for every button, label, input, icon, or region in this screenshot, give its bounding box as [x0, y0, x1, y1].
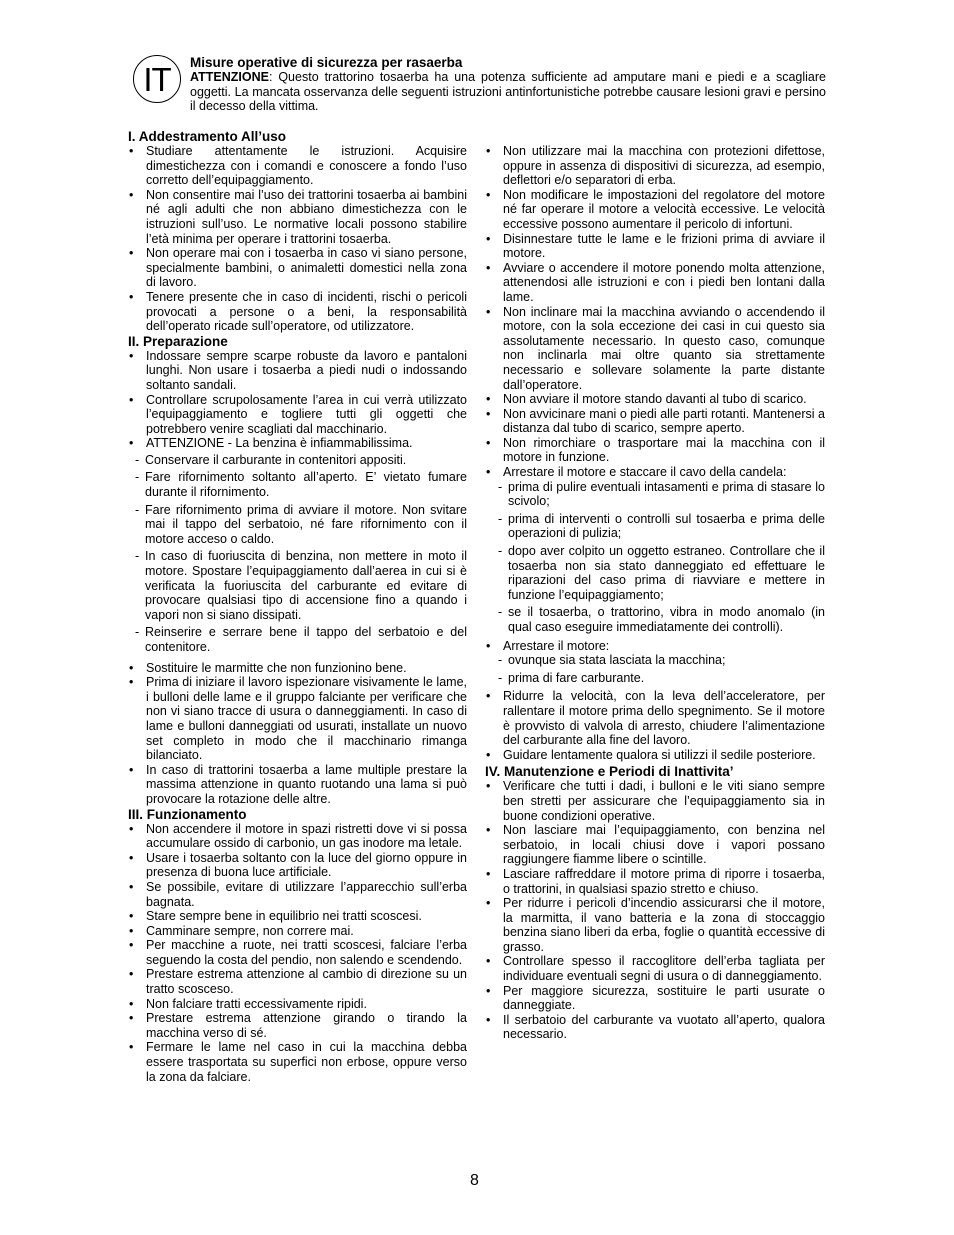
- list-item: • Per ridurre i pericoli d’incendio assicurarsi che il motore, la marmitta, il vano batteria e la zona di stoccaggio benzina siano liberi da erba, foglie o quantità eccessive di grasso.: [485, 896, 825, 954]
- maintenance-list: [485, 779, 825, 1042]
- sub-item: - Fare rifornimento prima di avviare il motore. Non svitare mai il tappo del serbatoio, né fare rifornimento con il motore acceso o caldo.: [132, 503, 467, 547]
- fuel-warning: ATTENZIONE - La benzina è infiammabilissima.: [146, 436, 413, 451]
- right-column: [485, 144, 825, 1042]
- stop-engine-sublist: [495, 653, 825, 685]
- list-item: • Usare i tosaerba soltanto con la luce del giorno oppure in presenza di buona luce artificiale.: [128, 851, 467, 880]
- safety-header: [190, 55, 826, 114]
- sub-item: - prima di fare carburante.: [495, 671, 825, 686]
- list-item: • Non falciare tratti eccessivamente ripidi.: [128, 997, 467, 1012]
- list-item: [485, 639, 825, 686]
- list-item: • Non avviare il motore stando davanti al tubo di scarico.: [485, 392, 825, 407]
- list-item: • Non rimorchiare o trasportare mai la macchina con il motore in funzione.: [485, 436, 825, 465]
- list-item: • Lasciare raffreddare il motore prima di riporre i tosaerba, o trattorini, in qualsiasi spazio stretto e chiuso.: [485, 867, 825, 896]
- list-item: • Disinnestare tutte le lame e le frizioni prima di avviare il motore.: [485, 232, 825, 261]
- sub-item: - dopo aver colpito un oggetto estraneo. Controllare che il tosaerba non sia stato danneggiato ed effettuare le riparazioni del caso prima di riavviare e mettere in funzione l’equipaggiamento;: [495, 544, 825, 602]
- operation-list-right: [485, 144, 825, 762]
- list-item: • Guidare lentamente qualora si utilizzi il sedile posteriore.: [485, 748, 825, 763]
- list-item: • Ridurre la velocità, con la leva dell’acceleratore, per rallentare il motore prima dello spegnimento. Se il motore è provvisto di valvola di arresto, chiudere l’alimentazione del carburante alla fine del lavoro.: [485, 689, 825, 747]
- spark-plug-instruction: Arrestare il motore e staccare il cavo della candela:: [503, 465, 787, 480]
- section-heading-preparation: II. Preparazione: [128, 333, 228, 349]
- sub-item: - Fare rifornimento soltanto all’aperto. E’ vietato fumare durante il rifornimento.: [132, 470, 467, 499]
- list-item: • Per macchine a ruote, nei tratti scoscesi, falciare l’erba seguendo la costa del pendio, non salendo e scendendo.: [128, 938, 467, 967]
- list-item: • Controllare scrupolosamente l’area in cui verrà utilizzato l’equipaggiamento e togliere tutti gli oggetti che potrebbero venire scagliati dal macchinario.: [128, 393, 467, 437]
- list-item: • Stare sempre bene in equilibrio nei tratti scoscesi.: [128, 909, 467, 924]
- left-column: [128, 129, 467, 1084]
- list-item: • Studiare attentamente le istruzioni. Acquisire dimestichezza con i comandi e conoscere a fondo l’uso corretto dell’equipaggiamento.: [128, 144, 467, 188]
- warning-label: ATTENZIONE: [190, 70, 269, 84]
- list-item: • Non modificare le impostazioni del regolatore del motore né far operare il motore a velocità eccessive. Le velocità eccessive possono aumentare il pericolo di infortuni.: [485, 188, 825, 232]
- operation-list-left: [128, 822, 467, 1085]
- list-item: [485, 465, 825, 635]
- header-title: Misure operative di sicurezza per rasaerba: [190, 55, 463, 70]
- spark-plug-sublist: [495, 480, 825, 635]
- sub-item: - prima di pulire eventuali intasamenti e prima di stasare lo scivolo;: [495, 480, 825, 509]
- section-heading-training: I. Addestramento All’uso: [128, 129, 287, 144]
- page-number: 8: [470, 1172, 479, 1189]
- sub-item: - se il tosaerba, o trattorino, vibra in modo anomalo (in qual caso eseguire immediatamente dei controlli).: [495, 605, 825, 634]
- list-item: • Tenere presente che in caso di incidenti, rischi o pericoli provocati a persone o a beni, la responsabilità dell’operato ricade sull’operatore, od utilizzatore.: [128, 290, 467, 334]
- language-code: IT: [143, 61, 171, 98]
- list-item: • Avviare o accendere il motore ponendo molta attenzione, attenendosi alle istruzioni e con i piedi ben lontani dalla lame.: [485, 261, 825, 305]
- fuel-sublist: [132, 453, 467, 655]
- list-item: • Prestare estrema attenzione girando o tirando la macchina verso di sé.: [128, 1011, 467, 1040]
- list-item: • Verificare che tutti i dadi, i bulloni e le viti siano sempre ben stretti per assicurare che l’equipaggiamento sia in buone condizioni operative.: [485, 779, 825, 823]
- list-item: • Prestare estrema attenzione al cambio di direzione su un tratto scosceso.: [128, 967, 467, 996]
- language-badge: [133, 55, 181, 103]
- list-item: • Non inclinare mai la macchina avviando o accendendo il motore, con la sola eccezione dei casi in cui questo sia assolutamente necessario. In questo caso, comunque non inclinarla mai oltre quanto sia strettamente necessario e sollevare solamente la parte distante dall’operatore.: [485, 305, 825, 393]
- list-item: • Camminare sempre, non correre mai.: [128, 924, 467, 939]
- list-item: • Il serbatoio del carburante va vuotato all’aperto, qualora necessario.: [485, 1013, 825, 1042]
- list-item: • Non utilizzare mai la macchina con protezioni difettose, oppure in assenza di dispositivi di sicurezza, ad esempio, deflettori e/o separatori di erba.: [485, 144, 825, 188]
- sub-item: - Conservare il carburante in contenitori appositi.: [132, 453, 467, 468]
- list-item: • Non avvicinare mani o piedi alle parti rotanti. Mantenersi a distanza dal tubo di scarico, sempre aperto.: [485, 407, 825, 436]
- sub-item: - In caso di fuoriuscita di benzina, non mettere in moto il motore. Spostare l’equipaggiamento dall’aerea in cui si è verificata la fuoriuscita del carburante ed evitare di provocare qualsiasi tipo di accensione fino a quando i vapori non si siano dissipati.: [132, 549, 467, 622]
- section-heading-operation: III. Funzionamento: [128, 806, 247, 822]
- section-heading-maintenance: IV. Manutenzione e Periodi di Inattivita’: [485, 764, 734, 780]
- list-item: • Sostituire le marmitte che non funzionino bene.: [128, 661, 467, 676]
- header-warning: [190, 70, 826, 114]
- list-item: • Non operare mai con i tosaerba in caso vi siano persone, specialmente bambini, o animaletti domestici nella zona di lavoro.: [128, 246, 467, 290]
- list-item: • Per maggiore sicurezza, sostituire le parti usurate o danneggiate.: [485, 984, 825, 1013]
- list-item: [128, 436, 467, 654]
- list-item: • Prima di iniziare il lavoro ispezionare visivamente le lame, i bulloni delle lame e il gruppo falciante per verificare che non vi siano tracce di usura o danneggiamenti. In caso di lame e bulloni danneggiati od usurati, installate un nuovo set completo in modo che il macchinario rimanga bilanciato.: [128, 675, 467, 763]
- warning-text: : Questo trattorino tosaerba ha una potenza sufficiente ad amputare mani e piedi e a scagliare oggetti. La mancata osservanza delle seguenti istruzioni antinfortunistiche potrebbe causare lesioni gravi e persino il decesso della vittima.: [190, 70, 826, 114]
- training-list: [128, 144, 467, 334]
- sub-item: - ovunque sia stata lasciata la macchina;: [495, 653, 825, 668]
- list-item: • Non consentire mai l’uso dei trattorini tosaerba ai bambini né agli adulti che non abbiano dimestichezza con le istruzioni sull’uso. Le normative locali possono stabilire l’età minima per operare i trattorini tosaerba.: [128, 188, 467, 246]
- list-item: • Fermare le lame nel caso in cui la macchina debba essere trasportata su superfici non erbose, oppure verso la zona da falciare.: [128, 1040, 467, 1084]
- preparation-list: [128, 349, 467, 807]
- list-item: • Non accendere il motore in spazi ristretti dove vi si possa accumulare ossido di carbonio, un gas inodore ma letale.: [128, 822, 467, 851]
- sub-item: - prima di interventi o controlli sul tosaerba e prima delle operazioni di pulizia;: [495, 512, 825, 541]
- list-item: • Controllare spesso il raccoglitore dell’erba tagliata per individuare eventuali segni di usura o di danneggiamento.: [485, 954, 825, 983]
- list-item: • In caso di trattorini tosaerba a lame multiple prestare la massima attenzione in quanto ruotando una lama si può provocare la rotazione delle altre.: [128, 763, 467, 807]
- stop-engine-instruction: Arrestare il motore:: [503, 638, 610, 653]
- list-item: • Non lasciare mai l’equipaggiamento, con benzina nel serbatoio, in locali chiusi dove i vapori possano raggiungere fiamme libere o scintille.: [485, 823, 825, 867]
- sub-item: - Reinserire e serrare bene il tappo del serbatoio e del contenitore.: [132, 625, 467, 654]
- list-item: • Indossare sempre scarpe robuste da lavoro e pantaloni lunghi. Non usare i tosaerba a piedi nudi o indossando soltanto sandali.: [128, 349, 467, 393]
- list-item: • Se possibile, evitare di utilizzare l’apparecchio sull’erba bagnata.: [128, 880, 467, 909]
